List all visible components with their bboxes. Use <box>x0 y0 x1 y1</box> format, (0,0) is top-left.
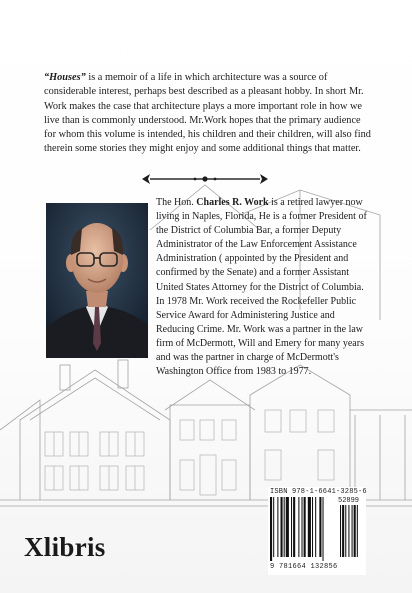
author-name: Charles R. Work <box>196 197 269 208</box>
book-blurb <box>44 71 374 157</box>
barcode-addon-number: 52899 <box>338 497 360 505</box>
publisher-logo: Xlibris <box>24 532 106 562</box>
author-bio <box>156 196 370 379</box>
author-photo-icon <box>46 203 148 358</box>
bio-lead: The Hon. <box>156 197 197 208</box>
book-title-emphasis: “Houses” <box>44 72 86 83</box>
bio-text: is a retired lawyer now living in Naples, Florida, He is a former President of the District of Columbia Bar, a former Deputy Administrator of the Law Enforcement Assistance Administration ( appointed by the President and confirmed by the Senate) and a former Assistant United States Attorney for the District of Columbia. In 1978 Mr. Work received the Rockefeller Public Service Award for Administering Justice and Reducing Crime. Mr. Work was a partner in the law firm of McDermott, Will and Emery for many years and was the partner in charge of McDermott's Washington Office from 1983 to 1977. <box>156 197 367 378</box>
isbn-label: ISBN 978-1-6641-3285-6 <box>270 488 367 496</box>
barcode-digits: 9 781664 132856 <box>270 563 338 571</box>
ornament-divider-icon <box>140 171 270 187</box>
isbn-barcode <box>268 487 366 575</box>
blurb-text: is a memoir of a life in which architecture was a source of considerable interest, perhaps best described as a pleasant hobby. In short Mr. Work makes the case that architecture plays a more important role in how we live than is commonly understood. Mr.Work hopes that the primary audience for whom this volume is intended, his children and their children, will also find therein some stories they might enjoy and some additional things that matter. <box>44 72 371 155</box>
barcode-bars-icon <box>270 497 366 563</box>
author-portrait <box>46 203 148 358</box>
